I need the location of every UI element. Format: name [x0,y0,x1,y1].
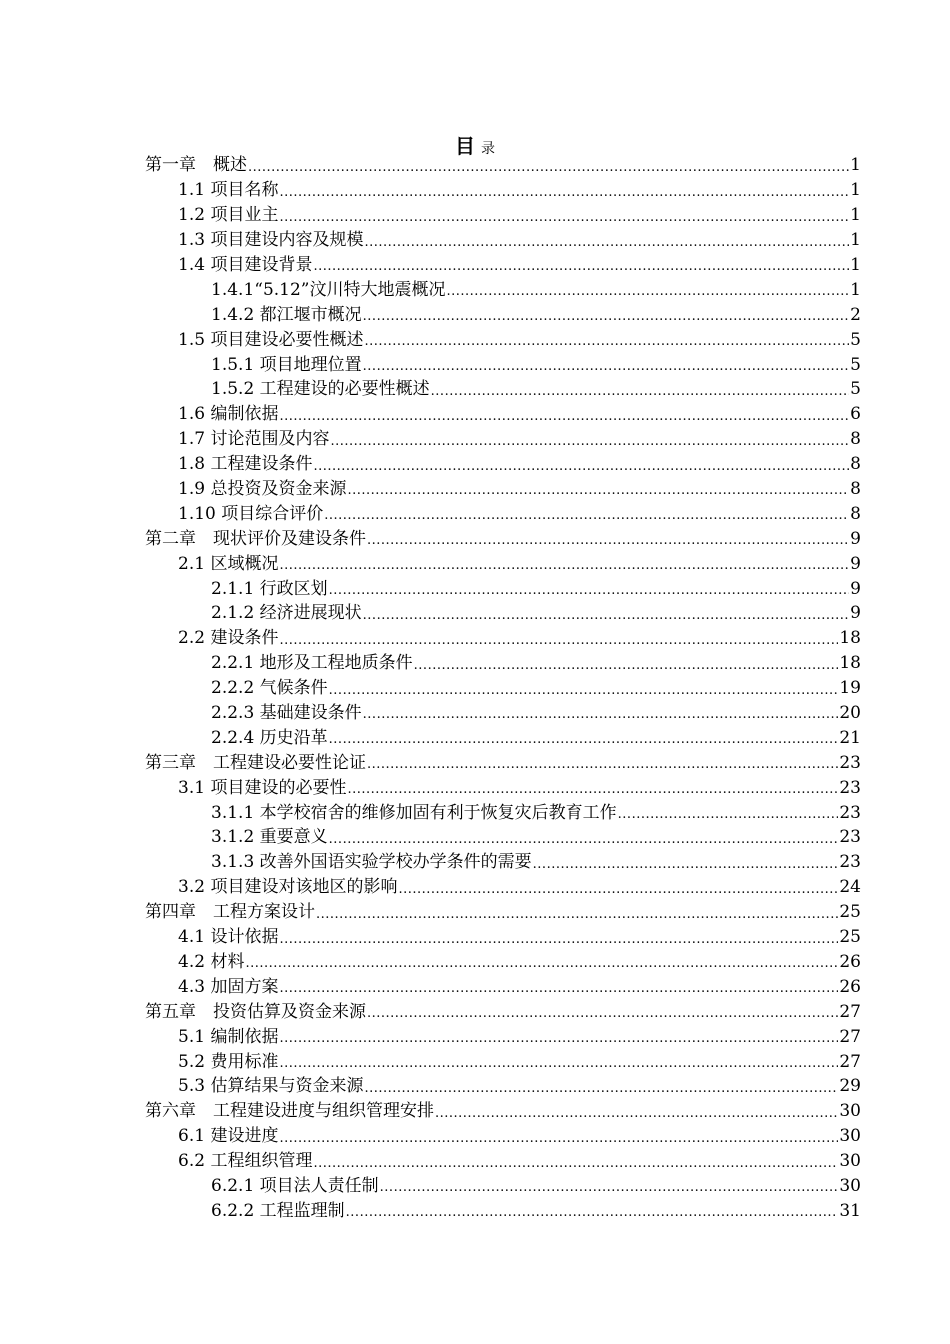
toc-dot-leader [380,1176,839,1198]
toc-dot-leader [245,952,838,974]
toc-entry-title: 第一章 概述 [145,155,247,176]
toc-entry-title: 2.2.3 基础建设条件 [211,703,362,724]
toc-entry-title: 2.2.1 地形及工程地质条件 [211,653,413,674]
toc-dot-leader [347,479,849,501]
toc-entry-title: 4.1 设计依据 [178,927,279,948]
toc-entry[interactable] [178,974,861,999]
toc-dot-leader [329,728,839,750]
toc-dot-leader [367,529,849,551]
toc-dot-leader [279,1127,838,1149]
toc-entry-title: 1.4.2 都江堰市概况 [211,304,362,325]
toc-heading-sub: 录 [481,141,495,157]
toc-entry[interactable] [211,725,861,750]
toc-dot-leader [329,679,839,701]
toc-entry[interactable] [178,427,861,452]
toc-page-number: 1 [850,230,861,251]
toc-entry[interactable] [178,228,861,253]
table-of-contents [0,153,950,1223]
toc-page-number: 30 [839,1151,861,1172]
toc-entry[interactable] [178,477,861,502]
toc-entry[interactable] [178,203,861,228]
toc-entry[interactable] [178,253,861,278]
toc-entry-title: 3.1 项目建设的必要性 [178,777,347,798]
toc-page-number: 30 [839,1101,861,1122]
toc-entry-title: 1.4.1“5.12”汶川特大地震概况 [211,279,446,300]
toc-entry-title: 6.1 建设进度 [178,1126,279,1147]
toc-entry-title: 6.2.2 工程监理制 [211,1200,345,1221]
toc-entry-title: 4.2 材料 [178,951,245,972]
toc-dot-leader [367,1002,838,1024]
toc-entry-title: 5.1 编制依据 [178,1026,279,1047]
toc-page-number: 8 [850,479,861,500]
toc-dot-leader [279,206,849,228]
toc-entry-title: 1.6 编制依据 [178,404,279,425]
toc-entry[interactable] [178,551,861,576]
toc-dot-leader [324,504,849,526]
toc-entry-title: 6.2.1 项目法人责任制 [211,1175,379,1196]
toc-dot-leader [279,554,849,576]
toc-entry-title: 3.1.1 本学校宿舍的维修加固有利于恢复灾后教育工作 [211,802,617,823]
toc-entry-title: 第五章 投资估算及资金来源 [145,1001,366,1022]
toc-entry[interactable] [211,302,861,327]
toc-page-number: 21 [839,727,861,748]
toc-page-number: 23 [839,752,861,773]
toc-dot-leader [279,629,838,651]
toc-page-number: 23 [839,827,861,848]
toc-dot-leader [435,1102,838,1124]
toc-dot-leader [364,1077,838,1099]
toc-dot-leader [279,405,849,427]
toc-entry[interactable] [178,452,861,477]
toc-dot-leader [347,778,838,800]
toc-dot-leader [618,803,839,825]
toc-page-number: 27 [839,1001,861,1022]
toc-entry-title: 6.2 工程组织管理 [178,1151,313,1172]
toc-dot-leader [329,579,850,601]
toc-dot-leader [279,1027,838,1049]
toc-page-number: 31 [839,1200,861,1221]
toc-page-number: 9 [850,553,861,574]
toc-page-number: 25 [839,927,861,948]
toc-entry-title: 2.2.2 气候条件 [211,678,328,699]
toc-page-number: 5 [850,354,861,375]
toc-entry-title: 第三章 工程建设必要性论证 [145,752,366,773]
toc-page-number: 25 [839,902,861,923]
toc-page-number: 19 [839,678,861,699]
toc-heading-main: 目 [455,134,475,158]
toc-entry-title: 第二章 现状评价及建设条件 [145,528,366,549]
toc-entry[interactable] [178,925,861,950]
toc-dot-leader [346,1201,839,1223]
toc-dot-leader [313,1152,838,1174]
toc-entry[interactable] [211,277,861,302]
toc-page-number: 24 [839,877,861,898]
toc-entry[interactable] [211,1174,861,1199]
toc-page-number: 5 [850,379,861,400]
toc-entry[interactable] [211,1198,861,1223]
toc-entry-title: 3.1.2 重要意义 [211,827,328,848]
toc-entry-title: 第四章 工程方案设计 [145,902,315,923]
toc-entry[interactable] [211,576,861,601]
toc-dot-leader [329,828,839,850]
toc-dot-leader [447,280,850,302]
toc-entry-title: 1.7 讨论范围及内容 [178,429,330,450]
toc-dot-leader [363,355,850,377]
toc-entry-title: 1.5.1 项目地理位置 [211,354,362,375]
toc-dot-leader [431,380,850,402]
toc-page-number: 6 [850,404,861,425]
toc-entry[interactable] [178,402,861,427]
toc-entry[interactable] [211,601,861,626]
toc-entry[interactable] [178,775,861,800]
toc-dot-leader [363,703,839,725]
toc-page-number: 23 [839,802,861,823]
toc-entry[interactable] [178,626,861,651]
toc-entry[interactable] [178,1124,861,1149]
toc-entry[interactable] [211,850,861,875]
toc-entry-title: 5.2 费用标准 [178,1051,279,1072]
toc-page-number: 2 [850,304,861,325]
toc-dot-leader [316,903,838,925]
toc-entry[interactable] [178,1049,861,1074]
toc-dot-leader [414,654,839,676]
toc-entry-title: 1.3 项目建设内容及规模 [178,230,364,251]
toc-page-number: 1 [850,205,861,226]
toc-dot-leader [313,455,849,477]
toc-page-number: 1 [850,180,861,201]
toc-entry-title: 5.3 估算结果与资金来源 [178,1076,364,1097]
toc-dot-leader [330,430,849,452]
toc-dot-leader [279,1052,838,1074]
toc-dot-leader [363,604,850,626]
toc-entry[interactable] [178,501,861,526]
toc-entry-title: 第六章 工程建设进度与组织管理安排 [145,1101,434,1122]
toc-page-number: 30 [839,1126,861,1147]
toc-entry-title: 1.9 总投资及资金来源 [178,479,347,500]
toc-entry[interactable] [211,800,861,825]
toc-page-number: 9 [850,578,861,599]
toc-entry-title: 2.1 区域概况 [178,553,279,574]
toc-entry[interactable] [145,526,861,551]
toc-page-number: 1 [850,255,861,275]
toc-page-number: 8 [850,503,861,524]
toc-dot-leader [364,231,849,253]
toc-page-number: 1 [850,155,861,176]
toc-page-number: 8 [850,454,861,475]
toc-entry-title: 1.1 项目名称 [178,180,279,201]
toc-entry[interactable] [178,178,861,203]
toc-entry[interactable] [145,153,861,178]
toc-page-number: 26 [839,976,861,997]
toc-page-number: 23 [839,777,861,798]
toc-page-number: 18 [839,628,861,649]
toc-entry-title: 1.5.2 工程建设的必要性概述 [211,379,430,400]
toc-entry[interactable] [211,701,861,726]
toc-page-number: 20 [839,703,861,724]
toc-entry-title: 1.5 项目建设必要性概述 [178,329,364,350]
toc-dot-leader [279,928,838,950]
toc-entry-title: 1.4 项目建设背景 [178,255,313,275]
toc-dot-leader [367,753,838,775]
toc-entry[interactable] [145,1099,861,1124]
toc-page-number: 9 [850,603,861,624]
toc-entry[interactable] [211,825,861,850]
toc-entry-title: 2.2 建设条件 [178,628,279,649]
toc-page-number: 5 [850,329,861,350]
toc-dot-leader [313,255,849,277]
toc-page-number: 23 [839,852,861,873]
toc-entry-title: 3.2 项目建设对该地区的影响 [178,877,398,898]
toc-dot-leader [364,330,849,352]
toc-entry-title: 1.8 工程建设条件 [178,454,313,475]
toc-entry[interactable] [178,950,861,975]
toc-entry-title: 1.2 项目业主 [178,205,279,226]
toc-page-number: 8 [850,429,861,450]
toc-dot-leader [248,156,849,178]
toc-entry[interactable] [145,900,861,925]
toc-entry[interactable] [178,327,861,352]
toc-entry[interactable] [145,999,861,1024]
toc-entry[interactable] [178,1149,861,1174]
toc-page-number: 27 [839,1026,861,1047]
toc-page-number: 18 [839,653,861,674]
toc-entry-title: 2.2.4 历史沿革 [211,727,328,748]
toc-entry[interactable] [211,352,861,377]
toc-dot-leader [279,977,838,999]
toc-entry[interactable] [178,875,861,900]
toc-page-number: 9 [850,528,861,549]
toc-entry[interactable] [145,750,861,775]
toc-entry[interactable] [178,1074,861,1099]
toc-entry-title: 2.1.2 经济进展现状 [211,603,362,624]
toc-dot-leader [279,181,849,203]
toc-dot-leader [533,853,839,875]
toc-entry[interactable] [211,651,861,676]
toc-entry-title: 3.1.3 改善外国语实验学校办学条件的需要 [211,852,532,873]
toc-page-number: 27 [839,1051,861,1072]
toc-dot-leader [398,878,838,900]
toc-entry-title: 4.3 加固方案 [178,976,279,997]
toc-entry-title: 1.10 项目综合评价 [178,503,324,524]
toc-entry[interactable] [178,1024,861,1049]
toc-entry[interactable] [211,377,861,402]
toc-page-number: 1 [850,279,861,300]
toc-dot-leader [363,305,850,327]
toc-entry[interactable] [211,676,861,701]
toc-page-number: 30 [839,1175,861,1196]
toc-page-number: 26 [839,951,861,972]
toc-page-number: 29 [839,1076,861,1097]
toc-entry-title: 2.1.1 行政区划 [211,578,328,599]
